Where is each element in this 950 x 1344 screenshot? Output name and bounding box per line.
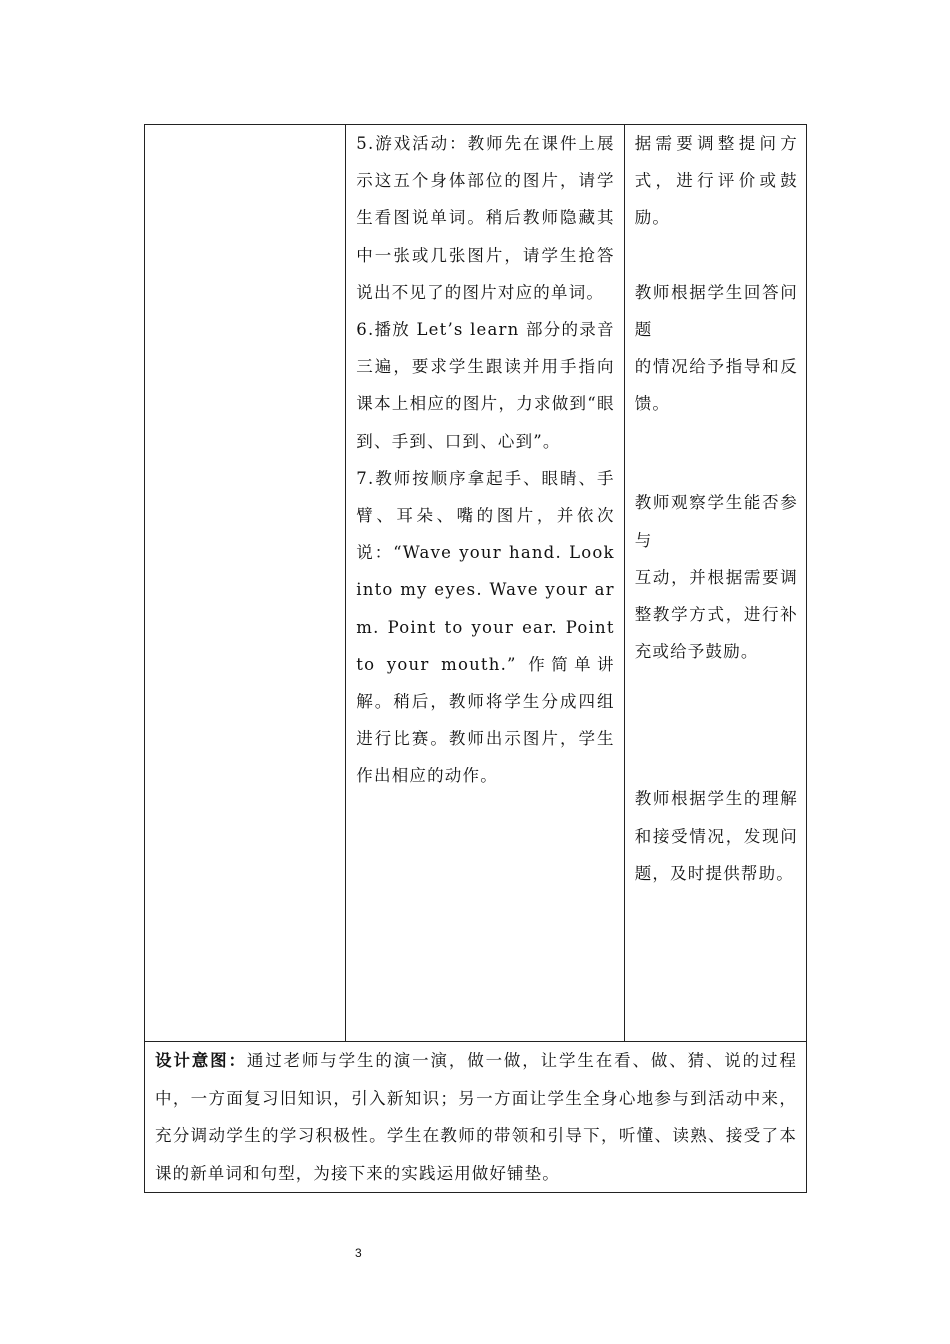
page-number: 3 <box>355 1246 362 1260</box>
spacer <box>635 670 798 780</box>
evaluation-text-6: 教师根据学生的理解和接受情况，发现问题，及时提供帮助。 <box>634 789 798 883</box>
step-6-text: 6.播放 Let’s learn 部分的录音三遍，要求学生跟读并用手指向课本上相应的图片，力求做到“眼到、手到、口到、心到”。 <box>356 320 615 451</box>
lesson-plan-table <box>144 124 807 1193</box>
design-intent-cell <box>145 1042 807 1193</box>
spacer <box>635 422 798 484</box>
stage-cell <box>145 125 346 1042</box>
evaluation-text-4: 教师观察学生能否参与 <box>634 493 798 550</box>
spacer <box>635 237 798 274</box>
evaluation-text-2: 教师根据学生回答问题 <box>634 282 798 339</box>
step-7-text: 7.教师按顺序拿起手、眼睛、手臂、耳朵、嘴的图片，并依次说：“Wave your hand. Look into my eyes. Wave your arm. Point to your ear. Point to your mouth.” 作简单讲解。稍后，教师将学生分成四组进行比赛。教师出示图片，学生作出相应的动作。 <box>356 468 615 786</box>
design-intent-text: 通过老师与学生的演一演，做一做，让学生在看、做、猜、说的过程中，一方面复习旧知识，引入新知识；另一方面让学生全身心地参与到活动中来，充分调动学生的学习积极性。学生在教师的带领和引导下，听懂、读熟、接受了本课的新单词和句型，为接下来的实践运用做好铺垫。 <box>155 1051 798 1183</box>
design-intent-label: 设计意图： <box>155 1051 247 1070</box>
step-5-text: 5.游戏活动：教师先在课件上展示这五个身体部位的图片，请学生看图说单词。稍后教师隐藏其中一张或几张图片，请学生抢答说出不见了的图片对应的单词。 <box>356 134 615 302</box>
evaluation-text-5: 互动，并根据需要调整教学方式，进行补充或给予鼓励。 <box>634 567 798 662</box>
design-intent-row <box>145 1042 807 1193</box>
evaluation-text-3: 的情况给予指导和反馈。 <box>634 357 798 414</box>
teaching-steps-cell <box>346 125 624 1042</box>
activity-row <box>145 125 807 1042</box>
evaluation-text-1: 据需要调整提问方式，进行评价或鼓励。 <box>634 134 798 228</box>
evaluation-cell <box>624 125 806 1042</box>
